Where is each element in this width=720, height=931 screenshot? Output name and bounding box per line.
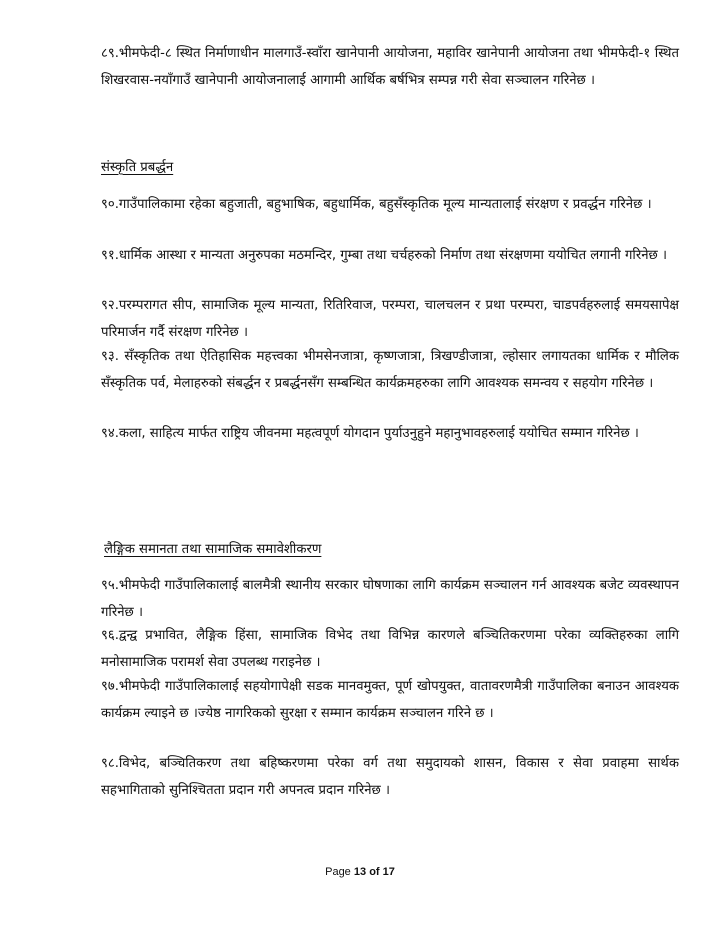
- paragraph-91: [101, 242, 679, 269]
- page-footer: [0, 865, 720, 879]
- paragraph-text: कला, साहित्य मार्फत राष्ट्रिय जीवनमा महत्वपूर्ण योगदान पुर्याउनुहुने महानुभावहरुलाई ययोचित सम्मान गरिनेछ ।: [118, 426, 639, 441]
- paragraph-90: [101, 191, 679, 218]
- paragraph-number: ९८.: [101, 756, 119, 771]
- paragraph-text: सँस्कृतिक तथा ऐतिहासिक महत्त्वका भीमसेनजात्रा, कृष्णजात्रा, त्रिखण्डीजात्रा, ल्होसार लगायतका धार्मिक र मौलिक सँस्कृतिक पर्व, मेलाहरुको संबर्द्धन र प्रबर्द्धनसँग सम्बन्धित कार्यक्रमहरुका लागि आवश्यक समन्वय र सहयोग गरिनेछ ।: [101, 349, 679, 391]
- paragraph-93: [101, 343, 679, 397]
- paragraph-text: परम्परागत सीप, सामाजिक मूल्य मान्यता, रितिरिवाज, परम्परा, चालचलन र प्रथा परम्परा, चाडपर्वहरुलाई समयसापेक्ष परिमार्जन गर्दै संरक्षण गरिनेछ ।: [101, 298, 679, 340]
- paragraph-number: ९२.: [101, 298, 119, 313]
- paragraph-97: [101, 673, 679, 727]
- paragraph-number: ८९.: [101, 46, 119, 61]
- paragraph-number: ९७.: [101, 679, 119, 694]
- paragraph-number: ९५.: [101, 578, 119, 593]
- current-page-number: 13: [353, 866, 367, 878]
- paragraph-text: गाउँपालिकामा रहेका बहुजाती, बहुभाषिक, बहुधार्मिक, बहुसँस्कृतिक मूल्य मान्यतालाई संरक्षण र प्रवर्द्धन गरिनेछ ।: [118, 197, 652, 212]
- page-label: Page: [325, 866, 351, 878]
- section-heading-culture: संस्कृति प्रबर्द्धन: [101, 160, 174, 175]
- paragraph-92: [101, 292, 679, 346]
- paragraph-text: भीमफेदी गाउँपालिकालाई बालमैत्री स्थानीय सरकार घोषणाका लागि कार्यक्रम सञ्चालन गर्न आवश्यक बजेट व्यवस्थापन गरिनेछ ।: [101, 578, 679, 620]
- paragraph-96: [101, 622, 679, 676]
- paragraph-number: ९०.: [101, 197, 119, 212]
- total-pages-number: 17: [382, 866, 395, 878]
- paragraph-95: [101, 572, 679, 626]
- paragraph-text: द्वन्द्व प्रभावित, लैङ्गिक हिंसा, सामाजिक विभेद तथा विभिन्न कारणले बञ्चितिकरणमा परेका व्यक्तिहरुका लागि मनोसामाजिक परामर्श सेवा उपलब्ध गराइनेछ ।: [101, 628, 679, 670]
- paragraph-89: [101, 40, 679, 94]
- paragraph-94: [101, 420, 679, 447]
- paragraph-number: ९६.: [101, 628, 119, 643]
- section-heading-gender-equality: लैङ्गिक समानता तथा सामाजिक समावेशीकरण: [104, 542, 322, 557]
- paragraph-text: भीमफेदी-८ स्थित निर्माणाधीन मालगाउँ-स्वाँरा खानेपानी आयोजना, महाविर खानेपानी आयोजना तथा भीमफेदी-१ स्थित शिखरवास-नयाँगाउँ खानेपानी आयोजनालाई आगामी आर्थिक बर्षभित्र सम्पन्न गरी सेवा सञ्चालन गरिनेछ ।: [101, 46, 679, 88]
- paragraph-text: धार्मिक आस्था र मान्यता अनुरुपका मठमन्दिर, गुम्बा तथा चर्चहरुको निर्माण तथा संरक्षणमा ययोचित लगानी गरिनेछ ।: [118, 248, 667, 263]
- paragraph-number: ९४.: [101, 426, 119, 441]
- paragraph-text: विभेद, बञ्चितिकरण तथा बहिष्करणमा परेका वर्ग तथा समुदायको शासन, विकास र सेवा प्रवाहमा सार्थक सहभागिताको सुनिश्चितता प्रदान गरी अपनत्व प्रदान गरिनेछ ।: [101, 756, 679, 798]
- page-of-label: of: [369, 866, 380, 878]
- paragraph-number: ९३.: [101, 349, 119, 364]
- paragraph-text: भीमफेदी गाउँपालिकालाई सहयोगापेक्षी सडक मानवमुक्त, पूर्ण खोपयुक्त, वातावरणमैत्री गाउँपालिका बनाउन आवश्यक कार्यक्रम ल्याइने छ ।ज्येष्ठ नागरिकको सुरक्षा र सम्मान कार्यक्रम सञ्चालन गरिने छ ।: [101, 679, 679, 721]
- paragraph-98: [101, 750, 679, 804]
- paragraph-number: ९१.: [101, 248, 119, 263]
